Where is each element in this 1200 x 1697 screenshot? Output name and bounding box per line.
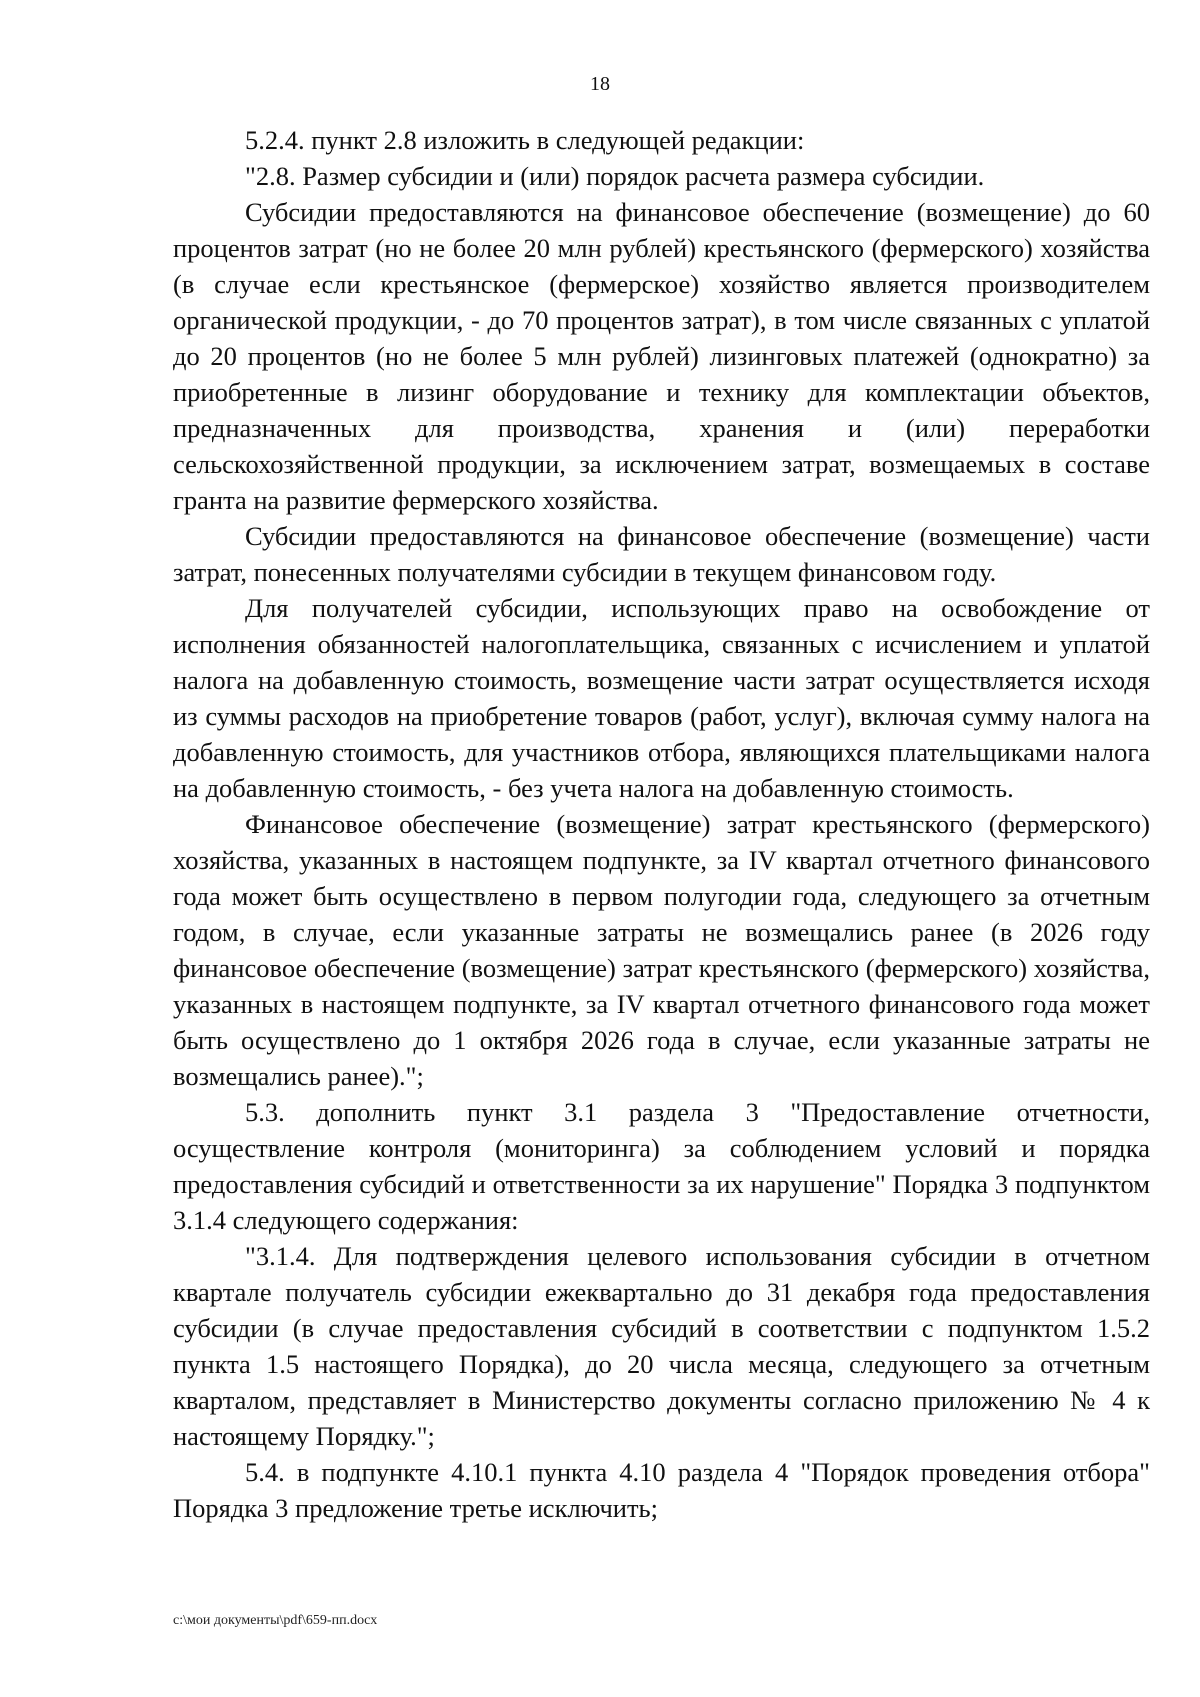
paragraph-current-year-costs: Субсидии предоставляются на финансовое обеспечение (возмещение) части затрат, понесенных получателями субсидии в текущем финансовом году. <box>173 521 1150 587</box>
paragraph-2-8-heading: "2.8. Размер субсидии и (или) порядок расчета размера субсидии. <box>245 161 985 191</box>
document-body <box>173 122 1150 1526</box>
paragraph-5-4: 5.4. в подпункте 4.10.1 пункта 4.10 раздела 4 "Порядок проведения отбора" Порядка 3 предложение третье исключить; <box>173 1457 1150 1523</box>
paragraph-3-1-4: "3.1.4. Для подтверждения целевого использования субсидии в отчетном квартале получатель субсидии ежеквартально до 31 декабря года предоставления субсидии (в случае предоставления субсидий в соответствии с подпунктом 1.5.2 пункта 1.5 настоящего Порядка), до 20 числа месяца, следующего за отчетным кварталом, представляет в Министерство документы согласно приложению № 4 к настоящему Порядку."; <box>173 1241 1150 1451</box>
paragraph-5-3: 5.3. дополнить пункт 3.1 раздела 3 "Предоставление отчетности, осуществление контроля (мониторинга) за соблюдением условий и порядка предоставления субсидий и ответственности за их нарушение" Порядка 3 подпунктом 3.1.4 следующего содержания: <box>173 1097 1150 1235</box>
paragraph-q4-reimbursement: Финансовое обеспечение (возмещение) затрат крестьянского (фермерского) хозяйства, указанных в настоящем подпункте, за IV квартал отчетного финансового года может быть осуществлено в первом полугодии года, следующего за отчетным годом, в случае, если указанные затраты не возмещались ранее (в 2026 году финансовое обеспечение (возмещение) затрат крестьянского (фермерского) хозяйства, указанных в настоящем подпункте, за IV квартал отчетного финансового года может быть осуществлено до 1 октября 2026 года в случае, если указанные затраты не возмещались ранее)."; <box>173 809 1150 1091</box>
paragraph-vat-exemption: Для получателей субсидии, использующих право на освобождение от исполнения обязанностей налогоплательщика, связанных с исчислением и уплатой налога на добавленную стоимость, возмещение части затрат осуществляется исходя из суммы расходов на приобретение товаров (работ, услуг), включая сумму налога на добавленную стоимость, для участников отбора, являющихся плательщиками налога на добавленную стоимость, - без учета налога на добавленную стоимость. <box>173 593 1150 803</box>
paragraph-subsidy-amount: Субсидии предоставляются на финансовое обеспечение (возмещение) до 60 процентов затрат (но не более 20 млн рублей) крестьянского (фермерского) хозяйства (в случае если крестьянское (фермерское) хозяйство является производителем органической продукции, - до 70 процентов затрат), в том числе связанных с уплатой до 20 процентов (но не более 5 млн рублей) лизинговых платежей (однократно) за приобретенные в лизинг оборудование и технику для комплектации объектов, предназначенных для производства, хранения и (или) переработки сельскохозяйственной продукции, за исключением затрат, возмещаемых в составе гранта на развитие фермерского хозяйства. <box>173 197 1150 515</box>
paragraph-5-2-4: 5.2.4. пункт 2.8 изложить в следующей редакции: <box>245 125 805 155</box>
page-number: 18 <box>590 73 610 95</box>
file-path-footer: c:\мои документы\pdf\659-пп.docx <box>173 1613 378 1628</box>
